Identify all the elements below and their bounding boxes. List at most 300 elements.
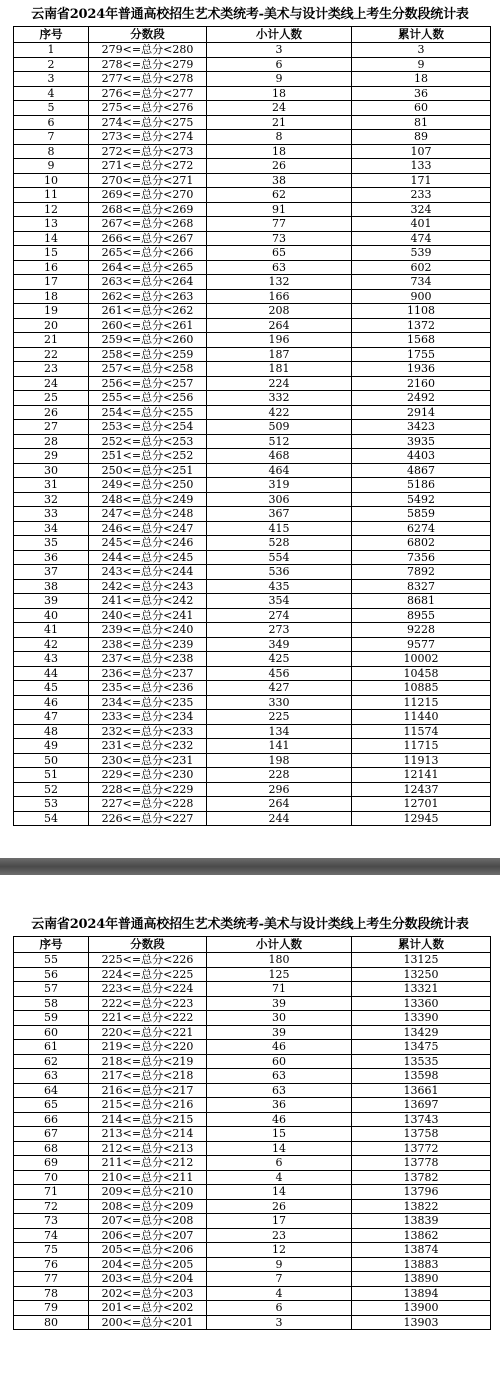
- table-row: [14, 492, 491, 507]
- cell-index: 49: [14, 739, 89, 754]
- table-row: [14, 724, 491, 739]
- cell-cumulative: 133: [352, 159, 491, 174]
- document-page-2: [0, 875, 500, 1375]
- cell-cumulative: 7356: [352, 550, 491, 565]
- cell-score-range: 230<=总分<231: [89, 753, 207, 768]
- header-score-range: 分数段: [89, 937, 207, 953]
- cell-subtotal: 18: [207, 86, 352, 101]
- cell-cumulative: 539: [352, 246, 491, 261]
- cell-score-range: 203<=总分<204: [89, 1272, 207, 1287]
- table-row: [14, 1011, 491, 1026]
- table-header-row: [14, 27, 491, 43]
- cell-subtotal: 181: [207, 362, 352, 377]
- cell-cumulative: 2492: [352, 391, 491, 406]
- cell-subtotal: 8: [207, 130, 352, 145]
- cell-score-range: 245<=总分<246: [89, 536, 207, 551]
- table-row: [14, 710, 491, 725]
- table-body: [14, 43, 491, 826]
- table-row: [14, 260, 491, 275]
- cell-subtotal: 456: [207, 666, 352, 681]
- cell-subtotal: 9: [207, 72, 352, 87]
- cell-index: 70: [14, 1170, 89, 1185]
- cell-subtotal: 141: [207, 739, 352, 754]
- cell-score-range: 275<=总分<276: [89, 101, 207, 116]
- page-title: 云南省2024年普通高校招生艺术类统考-美术与设计类线上考生分数段统计表: [31, 7, 469, 22]
- cell-score-range: 227<=总分<228: [89, 797, 207, 812]
- cell-cumulative: 13796: [352, 1185, 491, 1200]
- cell-index: 67: [14, 1127, 89, 1142]
- cell-index: 50: [14, 753, 89, 768]
- cell-subtotal: 208: [207, 304, 352, 319]
- cell-subtotal: 509: [207, 420, 352, 435]
- cell-index: 36: [14, 550, 89, 565]
- cell-score-range: 279<=总分<280: [89, 43, 207, 58]
- cell-cumulative: 7892: [352, 565, 491, 580]
- page-title: 云南省2024年普通高校招生艺术类统考-美术与设计类线上考生分数段统计表: [31, 917, 469, 932]
- cell-index: 71: [14, 1185, 89, 1200]
- table-row: [14, 579, 491, 594]
- table-body: [14, 953, 491, 1330]
- cell-cumulative: 13743: [352, 1112, 491, 1127]
- table-row: [14, 202, 491, 217]
- cell-score-range: 244<=总分<245: [89, 550, 207, 565]
- cell-cumulative: 8681: [352, 594, 491, 609]
- cell-cumulative: 36: [352, 86, 491, 101]
- cell-score-range: 205<=总分<206: [89, 1243, 207, 1258]
- cell-cumulative: 11715: [352, 739, 491, 754]
- cell-subtotal: 26: [207, 159, 352, 174]
- cell-index: 6: [14, 115, 89, 130]
- cell-score-range: 261<=总分<262: [89, 304, 207, 319]
- cell-index: 8: [14, 144, 89, 159]
- cell-index: 22: [14, 347, 89, 362]
- cell-subtotal: 274: [207, 608, 352, 623]
- cell-index: 2: [14, 57, 89, 72]
- cell-cumulative: 5492: [352, 492, 491, 507]
- cell-index: 29: [14, 449, 89, 464]
- cell-score-range: 240<=总分<241: [89, 608, 207, 623]
- cell-index: 54: [14, 811, 89, 826]
- cell-subtotal: 30: [207, 1011, 352, 1026]
- cell-subtotal: 4: [207, 1286, 352, 1301]
- cell-subtotal: 14: [207, 1185, 352, 1200]
- cell-cumulative: 13125: [352, 953, 491, 968]
- table-row: [14, 463, 491, 478]
- cell-index: 14: [14, 231, 89, 246]
- cell-index: 60: [14, 1025, 89, 1040]
- cell-subtotal: 38: [207, 173, 352, 188]
- cell-cumulative: 13360: [352, 996, 491, 1011]
- table-row: [14, 507, 491, 522]
- table-row: [14, 1141, 491, 1156]
- cell-score-range: 236<=总分<237: [89, 666, 207, 681]
- cell-cumulative: 13894: [352, 1286, 491, 1301]
- cell-index: 12: [14, 202, 89, 217]
- cell-score-range: 255<=总分<256: [89, 391, 207, 406]
- table-row: [14, 1083, 491, 1098]
- cell-subtotal: 71: [207, 982, 352, 997]
- cell-score-range: 263<=总分<264: [89, 275, 207, 290]
- cell-index: 72: [14, 1199, 89, 1214]
- cell-cumulative: 13535: [352, 1054, 491, 1069]
- cell-cumulative: 5859: [352, 507, 491, 522]
- cell-index: 34: [14, 521, 89, 536]
- table-row: [14, 1040, 491, 1055]
- cell-cumulative: 3935: [352, 434, 491, 449]
- table-row: [14, 811, 491, 826]
- cell-score-range: 270<=总分<271: [89, 173, 207, 188]
- cell-index: 7: [14, 130, 89, 145]
- cell-cumulative: 12945: [352, 811, 491, 826]
- table-row: [14, 982, 491, 997]
- cell-index: 61: [14, 1040, 89, 1055]
- cell-index: 44: [14, 666, 89, 681]
- cell-subtotal: 3: [207, 1315, 352, 1330]
- cell-index: 57: [14, 982, 89, 997]
- table-row: [14, 1286, 491, 1301]
- cell-score-range: 207<=总分<208: [89, 1214, 207, 1229]
- table-row: [14, 86, 491, 101]
- cell-subtotal: 14: [207, 1141, 352, 1156]
- cell-cumulative: 13822: [352, 1199, 491, 1214]
- cell-subtotal: 132: [207, 275, 352, 290]
- cell-score-range: 226<=总分<227: [89, 811, 207, 826]
- cell-index: 56: [14, 967, 89, 982]
- cell-score-range: 225<=总分<226: [89, 953, 207, 968]
- table-row: [14, 173, 491, 188]
- cell-subtotal: 464: [207, 463, 352, 478]
- cell-subtotal: 435: [207, 579, 352, 594]
- cell-index: 38: [14, 579, 89, 594]
- cell-index: 74: [14, 1228, 89, 1243]
- cell-index: 31: [14, 478, 89, 493]
- table-row: [14, 1243, 491, 1258]
- cell-subtotal: 46: [207, 1040, 352, 1055]
- table-row: [14, 420, 491, 435]
- cell-cumulative: 13900: [352, 1301, 491, 1316]
- table-row: [14, 304, 491, 319]
- cell-score-range: 251<=总分<252: [89, 449, 207, 464]
- cell-index: 80: [14, 1315, 89, 1330]
- cell-cumulative: 8955: [352, 608, 491, 623]
- cell-subtotal: 264: [207, 318, 352, 333]
- table-row: [14, 405, 491, 420]
- cell-index: 17: [14, 275, 89, 290]
- table-row: [14, 217, 491, 232]
- cell-score-range: 211<=总分<212: [89, 1156, 207, 1171]
- cell-cumulative: 13321: [352, 982, 491, 997]
- cell-index: 65: [14, 1098, 89, 1113]
- table-row: [14, 57, 491, 72]
- score-distribution-table: [13, 936, 491, 1330]
- cell-score-range: 273<=总分<274: [89, 130, 207, 145]
- cell-cumulative: 734: [352, 275, 491, 290]
- table-row: [14, 318, 491, 333]
- cell-score-range: 254<=总分<255: [89, 405, 207, 420]
- cell-cumulative: 13598: [352, 1069, 491, 1084]
- cell-score-range: 242<=总分<243: [89, 579, 207, 594]
- cell-index: 53: [14, 797, 89, 812]
- cell-index: 43: [14, 652, 89, 667]
- cell-index: 1: [14, 43, 89, 58]
- header-score-range: 分数段: [89, 27, 207, 43]
- cell-subtotal: 6: [207, 1156, 352, 1171]
- cell-subtotal: 425: [207, 652, 352, 667]
- cell-score-range: 265<=总分<266: [89, 246, 207, 261]
- cell-cumulative: 3: [352, 43, 491, 58]
- cell-subtotal: 415: [207, 521, 352, 536]
- cell-score-range: 256<=总分<257: [89, 376, 207, 391]
- cell-index: 45: [14, 681, 89, 696]
- cell-subtotal: 15: [207, 1127, 352, 1142]
- cell-index: 52: [14, 782, 89, 797]
- cell-score-range: 222<=总分<223: [89, 996, 207, 1011]
- cell-subtotal: 9: [207, 1257, 352, 1272]
- cell-score-range: 257<=总分<258: [89, 362, 207, 377]
- cell-score-range: 238<=总分<239: [89, 637, 207, 652]
- cell-subtotal: 6: [207, 57, 352, 72]
- cell-score-range: 221<=总分<222: [89, 1011, 207, 1026]
- cell-index: 55: [14, 953, 89, 968]
- cell-score-range: 204<=总分<205: [89, 1257, 207, 1272]
- cell-subtotal: 17: [207, 1214, 352, 1229]
- cell-cumulative: 13772: [352, 1141, 491, 1156]
- cell-subtotal: 12: [207, 1243, 352, 1258]
- cell-cumulative: 11440: [352, 710, 491, 725]
- cell-cumulative: 1936: [352, 362, 491, 377]
- cell-subtotal: 225: [207, 710, 352, 725]
- table-row: [14, 521, 491, 536]
- cell-subtotal: 21: [207, 115, 352, 130]
- cell-score-range: 223<=总分<224: [89, 982, 207, 997]
- cell-cumulative: 9228: [352, 623, 491, 638]
- cell-index: 59: [14, 1011, 89, 1026]
- cell-subtotal: 422: [207, 405, 352, 420]
- cell-score-range: 228<=总分<229: [89, 782, 207, 797]
- cell-cumulative: 13874: [352, 1243, 491, 1258]
- cell-subtotal: 36: [207, 1098, 352, 1113]
- table-row: [14, 1301, 491, 1316]
- cell-score-range: 206<=总分<207: [89, 1228, 207, 1243]
- cell-index: 33: [14, 507, 89, 522]
- cell-subtotal: 228: [207, 768, 352, 783]
- cell-cumulative: 12437: [352, 782, 491, 797]
- table-row: [14, 1315, 491, 1330]
- header-index: 序号: [14, 27, 89, 43]
- cell-cumulative: 9577: [352, 637, 491, 652]
- cell-index: 64: [14, 1083, 89, 1098]
- table-row: [14, 246, 491, 261]
- cell-subtotal: 73: [207, 231, 352, 246]
- cell-subtotal: 244: [207, 811, 352, 826]
- cell-index: 66: [14, 1112, 89, 1127]
- cell-subtotal: 65: [207, 246, 352, 261]
- cell-cumulative: 13661: [352, 1083, 491, 1098]
- cell-score-range: 241<=总分<242: [89, 594, 207, 609]
- cell-score-range: 252<=总分<253: [89, 434, 207, 449]
- cell-subtotal: 4: [207, 1170, 352, 1185]
- cell-index: 16: [14, 260, 89, 275]
- cell-cumulative: 13697: [352, 1098, 491, 1113]
- table-row: [14, 1272, 491, 1287]
- cell-subtotal: 3: [207, 43, 352, 58]
- cell-index: 25: [14, 391, 89, 406]
- table-row: [14, 115, 491, 130]
- cell-subtotal: 26: [207, 1199, 352, 1214]
- cell-cumulative: 2914: [352, 405, 491, 420]
- cell-subtotal: 125: [207, 967, 352, 982]
- cell-cumulative: 12701: [352, 797, 491, 812]
- cell-index: 27: [14, 420, 89, 435]
- cell-cumulative: 2160: [352, 376, 491, 391]
- cell-index: 4: [14, 86, 89, 101]
- table-row: [14, 1199, 491, 1214]
- cell-subtotal: 77: [207, 217, 352, 232]
- cell-subtotal: 296: [207, 782, 352, 797]
- cell-cumulative: 171: [352, 173, 491, 188]
- table-row: [14, 347, 491, 362]
- header-subtotal: 小计人数: [207, 27, 352, 43]
- cell-score-range: 262<=总分<263: [89, 289, 207, 304]
- cell-subtotal: 196: [207, 333, 352, 348]
- cell-subtotal: 468: [207, 449, 352, 464]
- cell-score-range: 248<=总分<249: [89, 492, 207, 507]
- cell-subtotal: 512: [207, 434, 352, 449]
- cell-subtotal: 273: [207, 623, 352, 638]
- table-row: [14, 953, 491, 968]
- table-row: [14, 782, 491, 797]
- table-row: [14, 449, 491, 464]
- cell-index: 46: [14, 695, 89, 710]
- table-row: [14, 753, 491, 768]
- table-row: [14, 967, 491, 982]
- table-row: [14, 478, 491, 493]
- table-row: [14, 1228, 491, 1243]
- cell-cumulative: 1372: [352, 318, 491, 333]
- cell-index: 3: [14, 72, 89, 87]
- cell-index: 42: [14, 637, 89, 652]
- cell-index: 51: [14, 768, 89, 783]
- cell-index: 63: [14, 1069, 89, 1084]
- cell-subtotal: 63: [207, 260, 352, 275]
- cell-index: 68: [14, 1141, 89, 1156]
- table-row: [14, 101, 491, 116]
- table-row: [14, 1257, 491, 1272]
- cell-subtotal: 134: [207, 724, 352, 739]
- cell-subtotal: 536: [207, 565, 352, 580]
- cell-cumulative: 60: [352, 101, 491, 116]
- cell-score-range: 216<=总分<217: [89, 1083, 207, 1098]
- cell-score-range: 249<=总分<250: [89, 478, 207, 493]
- cell-score-range: 234<=总分<235: [89, 695, 207, 710]
- cell-score-range: 259<=总分<260: [89, 333, 207, 348]
- cell-score-range: 202<=总分<203: [89, 1286, 207, 1301]
- cell-index: 78: [14, 1286, 89, 1301]
- table-row: [14, 188, 491, 203]
- table-row: [14, 594, 491, 609]
- cell-cumulative: 3423: [352, 420, 491, 435]
- cell-score-range: 243<=总分<244: [89, 565, 207, 580]
- cell-subtotal: 60: [207, 1054, 352, 1069]
- cell-score-range: 201<=总分<202: [89, 1301, 207, 1316]
- cell-subtotal: 224: [207, 376, 352, 391]
- cell-index: 39: [14, 594, 89, 609]
- cell-score-range: 217<=总分<218: [89, 1069, 207, 1084]
- cell-index: 32: [14, 492, 89, 507]
- cell-score-range: 208<=总分<209: [89, 1199, 207, 1214]
- table-row: [14, 996, 491, 1011]
- table-row: [14, 434, 491, 449]
- cell-score-range: 231<=总分<232: [89, 739, 207, 754]
- cell-cumulative: 13390: [352, 1011, 491, 1026]
- cell-cumulative: 6274: [352, 521, 491, 536]
- cell-subtotal: 264: [207, 797, 352, 812]
- table-row: [14, 1025, 491, 1040]
- table-row: [14, 1069, 491, 1084]
- cell-score-range: 274<=总分<275: [89, 115, 207, 130]
- cell-index: 62: [14, 1054, 89, 1069]
- cell-index: 13: [14, 217, 89, 232]
- cell-cumulative: 13429: [352, 1025, 491, 1040]
- table-row: [14, 536, 491, 551]
- cell-index: 30: [14, 463, 89, 478]
- cell-subtotal: 354: [207, 594, 352, 609]
- cell-cumulative: 13903: [352, 1315, 491, 1330]
- header-cumulative: 累计人数: [352, 27, 491, 43]
- cell-cumulative: 8327: [352, 579, 491, 594]
- table-row: [14, 797, 491, 812]
- cell-score-range: 253<=总分<254: [89, 420, 207, 435]
- cell-subtotal: 39: [207, 996, 352, 1011]
- cell-cumulative: 13782: [352, 1170, 491, 1185]
- cell-cumulative: 18: [352, 72, 491, 87]
- cell-cumulative: 13778: [352, 1156, 491, 1171]
- cell-index: 73: [14, 1214, 89, 1229]
- cell-subtotal: 63: [207, 1069, 352, 1084]
- cell-index: 58: [14, 996, 89, 1011]
- table-row: [14, 1156, 491, 1171]
- cell-score-range: 212<=总分<213: [89, 1141, 207, 1156]
- table-row: [14, 1112, 491, 1127]
- cell-index: 28: [14, 434, 89, 449]
- cell-score-range: 224<=总分<225: [89, 967, 207, 982]
- table-row: [14, 1054, 491, 1069]
- table-row: [14, 652, 491, 667]
- cell-score-range: 218<=总分<219: [89, 1054, 207, 1069]
- table-row: [14, 231, 491, 246]
- cell-index: 37: [14, 565, 89, 580]
- cell-score-range: 214<=总分<215: [89, 1112, 207, 1127]
- cell-subtotal: 46: [207, 1112, 352, 1127]
- page-separator: [0, 858, 500, 875]
- header-cumulative: 累计人数: [352, 937, 491, 953]
- cell-index: 69: [14, 1156, 89, 1171]
- cell-index: 76: [14, 1257, 89, 1272]
- cell-score-range: 278<=总分<279: [89, 57, 207, 72]
- cell-index: 24: [14, 376, 89, 391]
- cell-index: 9: [14, 159, 89, 174]
- cell-score-range: 213<=总分<214: [89, 1127, 207, 1142]
- cell-score-range: 247<=总分<248: [89, 507, 207, 522]
- cell-cumulative: 401: [352, 217, 491, 232]
- table-row: [14, 1098, 491, 1113]
- cell-cumulative: 6802: [352, 536, 491, 551]
- cell-subtotal: 18: [207, 144, 352, 159]
- cell-cumulative: 13758: [352, 1127, 491, 1142]
- cell-cumulative: 11913: [352, 753, 491, 768]
- cell-index: 48: [14, 724, 89, 739]
- table-row: [14, 289, 491, 304]
